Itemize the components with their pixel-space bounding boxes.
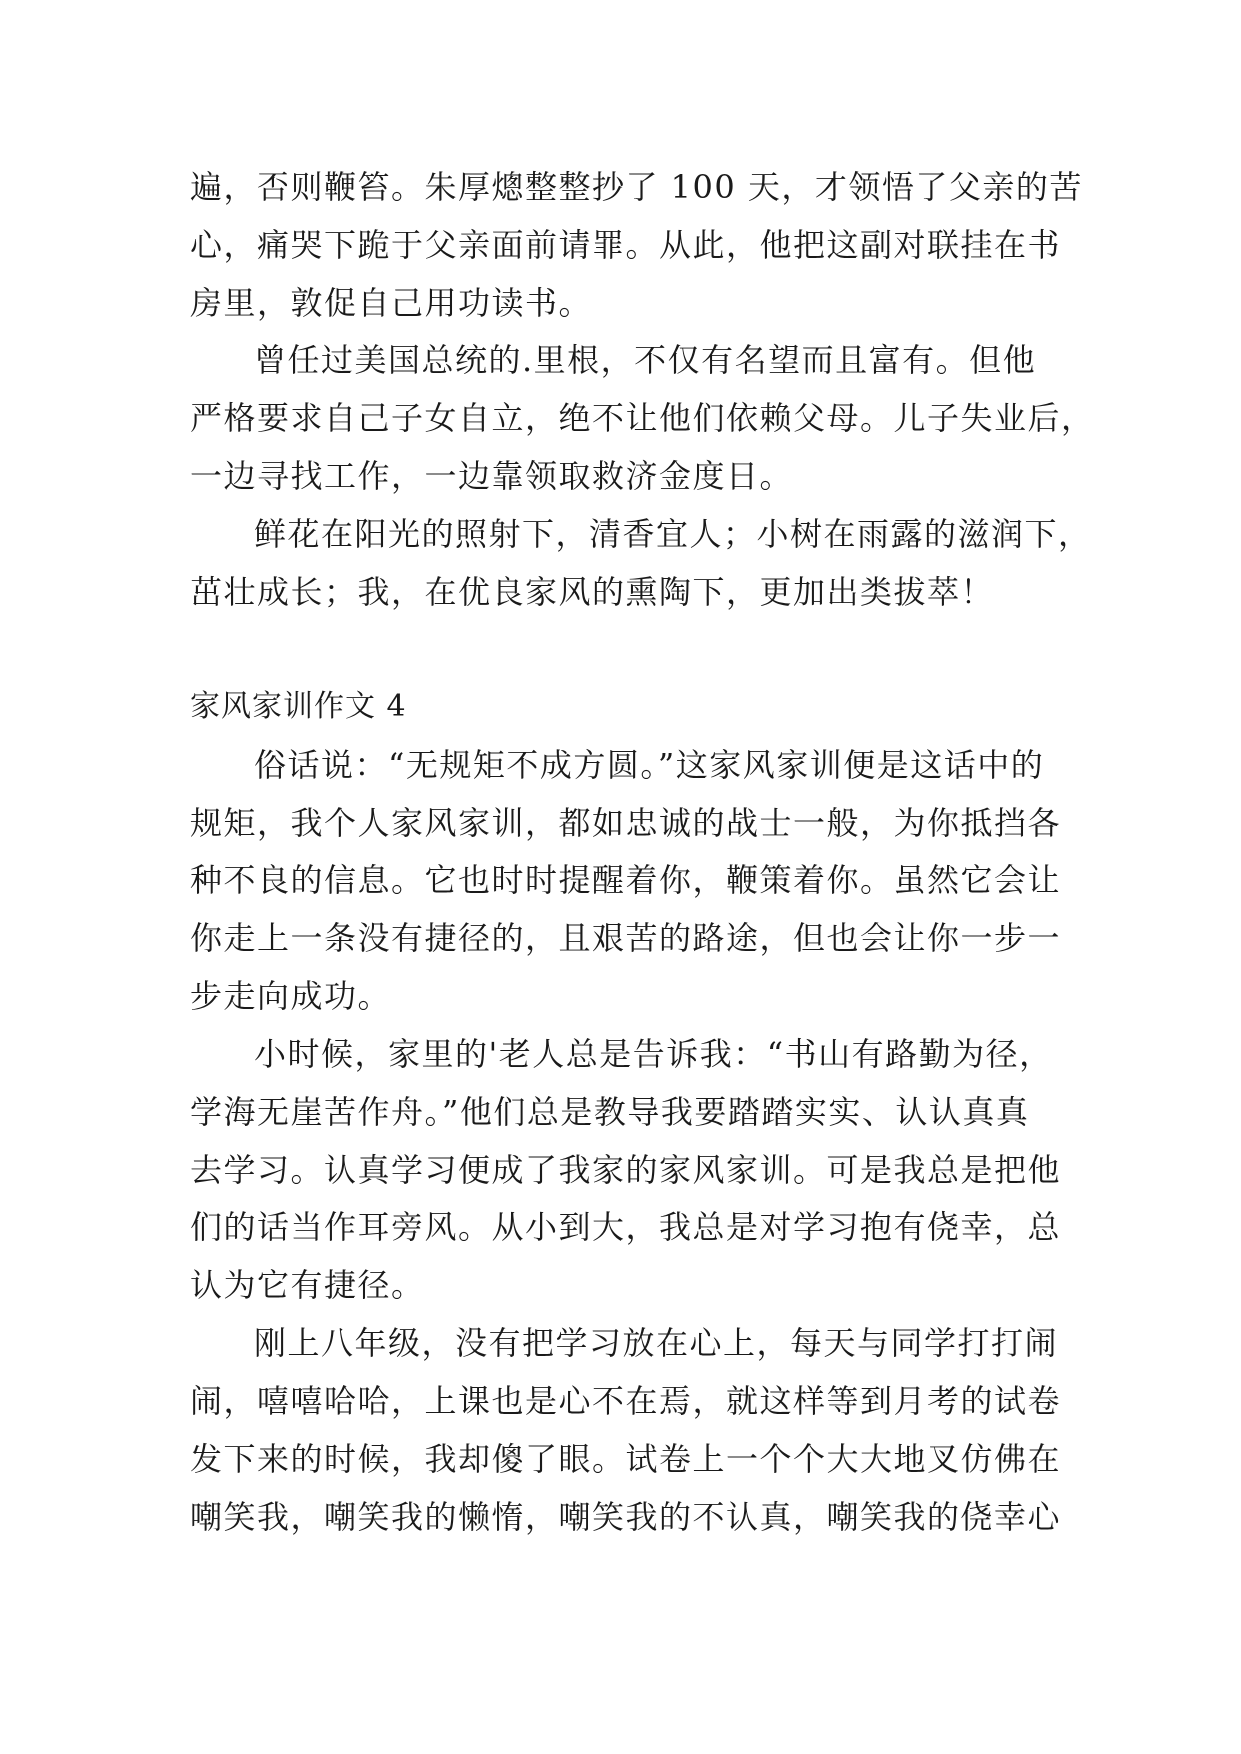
text-line: 发下来的时候，我却傻了眼。试卷上一个个大大地叉仿佛在	[190, 1440, 1062, 1478]
section-heading: 家风家训作文 4	[190, 689, 407, 724]
paragraph-first-line: 小时候，家里的'老人总是告诉我：“书山有路勤为径，	[254, 1035, 1053, 1073]
text-line: 嘲笑我，嘲笑我的懒惰，嘲笑我的不认真，嘲笑我的侥幸心	[190, 1498, 1062, 1536]
text-line: 认为它有捷径。	[190, 1266, 425, 1304]
text-line: 学海无崖苦作舟。”他们总是教导我要踏踏实实、认认真真	[190, 1093, 1030, 1131]
paragraph-first-line: 刚上八年级，没有把学习放在心上，每天与同学打打闹	[254, 1324, 1059, 1362]
text-line: 房里，敦促自己用功读书。	[190, 284, 593, 322]
text-line: 茁壮成长；我，在优良家风的熏陶下，更加出类拔萃！	[190, 573, 995, 611]
text-line: 去学习。认真学习便成了我家的家风家训。可是我总是把他	[190, 1151, 1062, 1189]
text-line: 步走向成功。	[190, 977, 392, 1015]
text-line: 遍，否则鞭笞。朱厚熜整整抄了 100 天，才领悟了父亲的苦	[190, 168, 1083, 206]
text-line: 严格要求自己子女自立，绝不让他们依赖父母。儿子失业后，	[190, 399, 1095, 437]
paragraph-first-line: 俗话说：“无规矩不成方圆。”这家风家训便是这话中的	[254, 746, 1045, 784]
paragraph-first-line: 鲜花在阳光的照射下，清香宜人；小树在雨露的滋润下，	[254, 515, 1092, 553]
text-line: 闹，嘻嘻哈哈，上课也是心不在焉，就这样等到月考的试卷	[190, 1382, 1062, 1420]
text-line: 你走上一条没有捷径的，且艰苦的路途，但也会让你一步一	[190, 919, 1062, 957]
text-line: 们的话当作耳旁风。从小到大，我总是对学习抱有侥幸，总	[190, 1208, 1062, 1246]
text-line: 规矩，我个人家风家训，都如忠诚的战士一般，为你抵挡各	[190, 804, 1062, 842]
text-line: 一边寻找工作，一边靠领取救济金度日。	[190, 457, 794, 495]
text-line: 心，痛哭下跪于父亲面前请罪。从此，他把这副对联挂在书	[190, 226, 1062, 264]
text-line: 种不良的信息。它也时时提醒着你，鞭策着你。虽然它会让	[190, 861, 1062, 899]
paragraph-first-line: 曾任过美国总统的.里根，不仅有名望而且富有。但他	[254, 341, 1037, 379]
